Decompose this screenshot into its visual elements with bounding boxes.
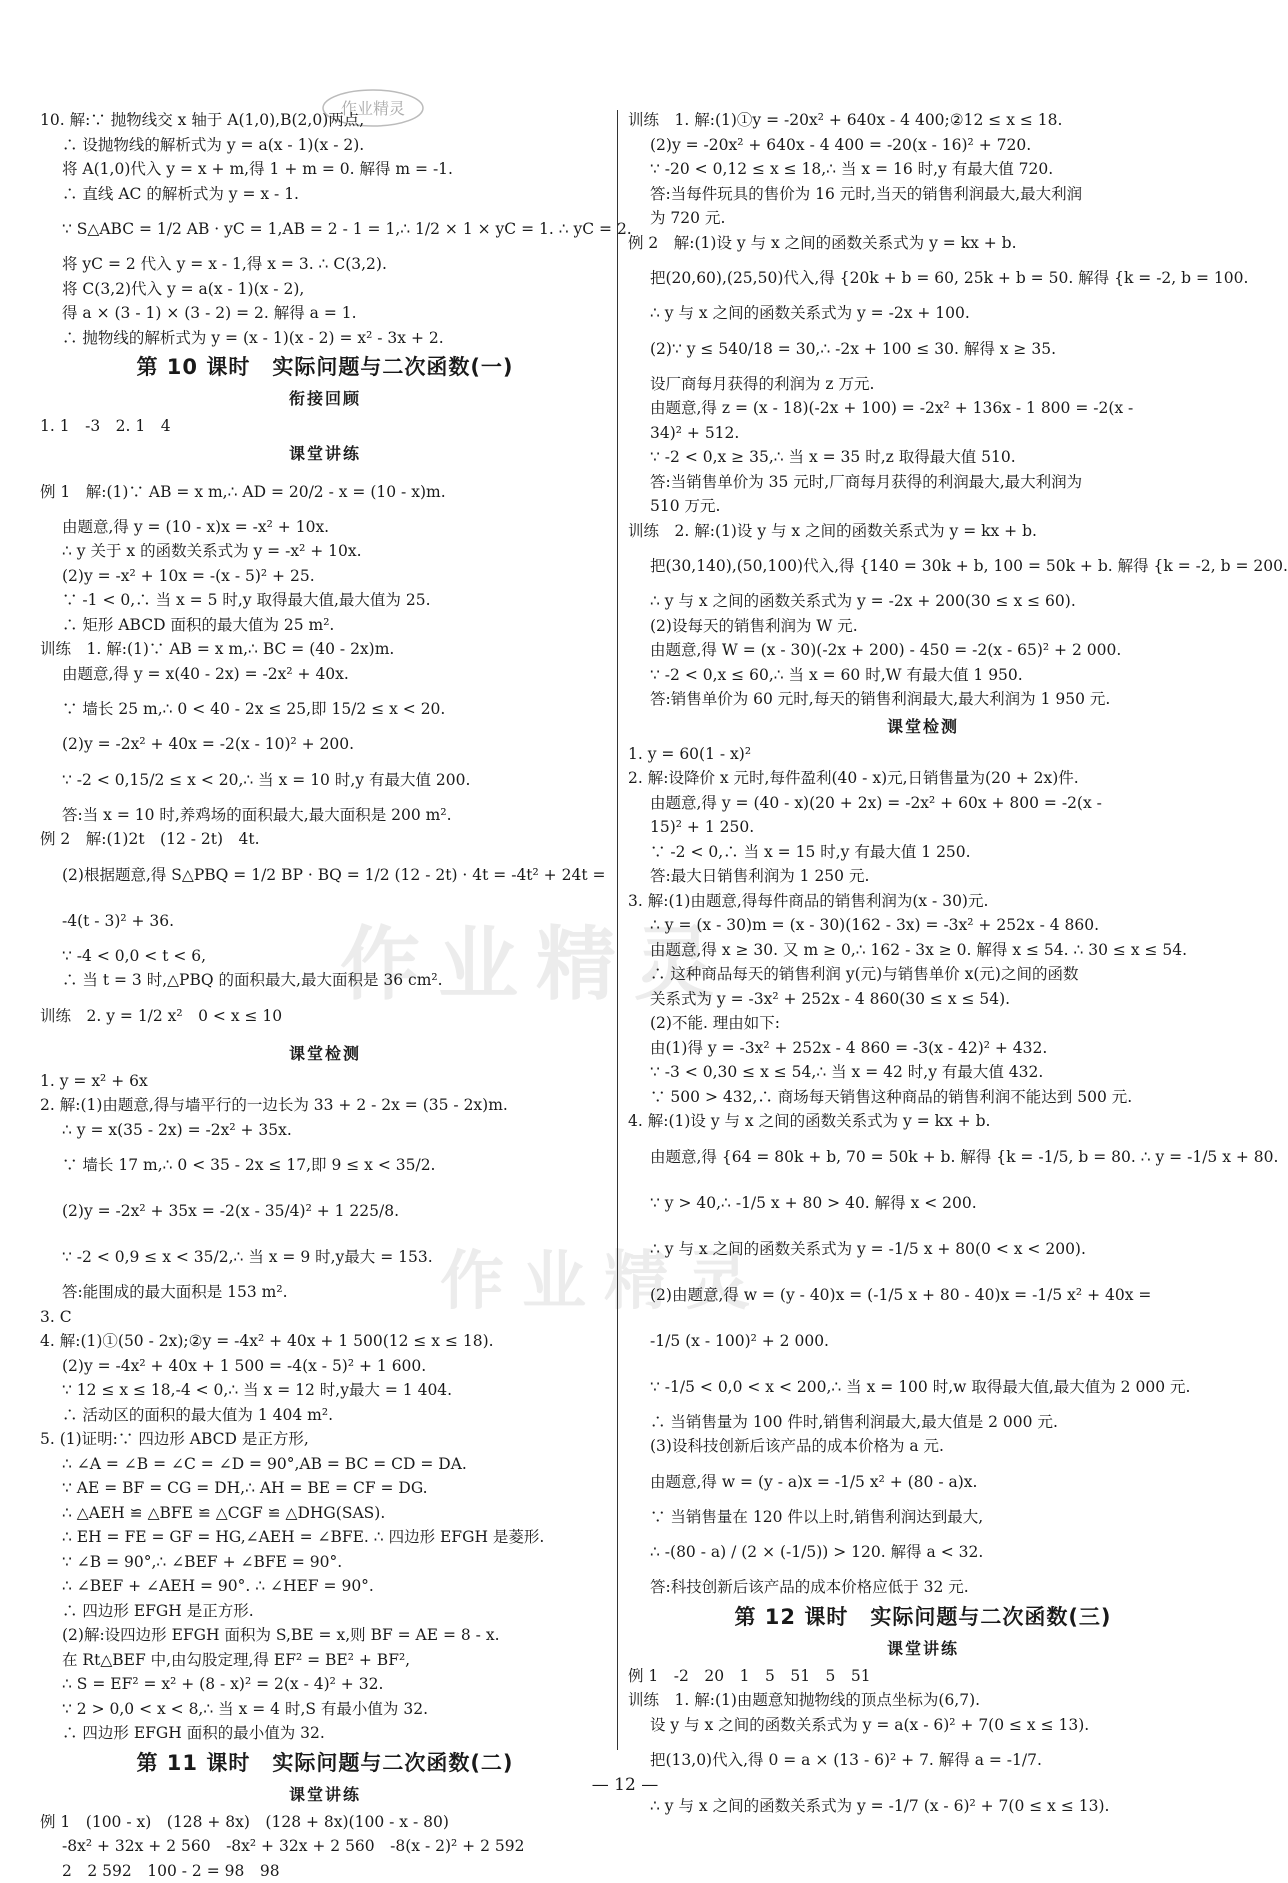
r-check4-line-13: 答:科技创新后该产品的成本价格应低于 32 元. [628, 1575, 1218, 1600]
ex1-line-4: (2)y = -x² + 10x = -(x - 5)² + 25. [40, 564, 610, 589]
ex1-line-1: 例 1 解:(1)∵ AB = x m,∴ AD = 20/2 - x = (10 - x)m. [40, 469, 610, 515]
section-practice: 课堂讲练 [40, 439, 610, 469]
r-train2-line-3: ∴ y 与 x 之间的函数关系式为 y = -2x + 200(30 ≤ x ≤ 60). [628, 589, 1218, 614]
r-check4-line-1: 4. 解:(1)设 y 与 x 之间的函数关系式为 y = kx + b. [628, 1109, 1218, 1134]
q10-line-4: ∴ 直线 AC 的解析式为 y = x - 1. [40, 182, 610, 207]
check5-line-9: (2)解:设四边形 EFGH 面积为 S,BE = x,则 BF = AE = 8 - x. [40, 1623, 610, 1648]
train2-line: 训练 2. y = 1/2 x² 0 < x ≤ 10 [40, 993, 610, 1039]
check2-line-3: ∵ 墙长 17 m,∴ 0 < 35 - 2x ≤ 17,即 9 ≤ x < 35/2. [40, 1142, 610, 1188]
r-check4-line-6: -1/5 (x - 100)² + 2 000. [628, 1318, 1218, 1364]
r-check3-line-6: (2)不能. 理由如下: [628, 1011, 1218, 1036]
check4-line-1: 4. 解:(1)①(50 - 2x);②y = -4x² + 40x + 1 500(12 ≤ x ≤ 18). [40, 1329, 610, 1354]
r-train1-line-3: ∵ -20 < 0,12 ≤ x ≤ 18,∴ 当 x = 16 时,y 有最大值 720. [628, 157, 1218, 182]
r-check3-line-3: 由题意,得 x ≥ 30. 又 m ≥ 0,∴ 162 - 3x ≥ 0. 解得 x ≤ 54. ∴ 30 ≤ x ≤ 54. [628, 938, 1218, 963]
r-check3-line-5: 关系式为 y = -3x² + 252x - 4 860(30 ≤ x ≤ 54). [628, 987, 1218, 1012]
check5-line-3: ∵ AE = BF = CG = DH,∴ AH = BE = CF = DG. [40, 1476, 610, 1501]
l12-train1-line-2: 设 y 与 x 之间的函数关系式为 y = a(x - 6)² + 7(0 ≤ x ≤ 13). [628, 1713, 1218, 1738]
r-ex2-line-5: 设厂商每月获得的利润为 z 万元. [628, 372, 1218, 397]
r-check3-line-1: 3. 解:(1)由题意,得每件商品的销售利润为(x - 30)元. [628, 889, 1218, 914]
column-divider [617, 110, 618, 1750]
r-ex2-line-9: 答:当销售单价为 35 元时,厂商每月获得的利润最大,最大利润为 [628, 470, 1218, 495]
train1-line-5: ∵ -2 < 0,15/2 ≤ x < 20,∴ 当 x = 10 时,y 有最大值 200. [40, 757, 610, 803]
check2-line-5: ∵ -2 < 0,9 ≤ x < 35/2,∴ 当 x = 9 时,y最大 = 153. [40, 1234, 610, 1280]
train1-line-4: (2)y = -2x² + 40x = -2(x - 10)² + 200. [40, 732, 610, 757]
r-check1: 1. y = 60(1 - x)² [628, 742, 1218, 767]
check5-line-13: ∴ 四边形 EFGH 面积的最小值为 32. [40, 1721, 610, 1746]
r-ex2-line-4: (2)∵ y ≤ 540/18 = 30,∴ -2x + 100 ≤ 30. 解得 x ≥ 35. [628, 326, 1218, 372]
check5-line-12: ∵ 2 > 0,0 < x < 8,∴ 当 x = 4 时,S 有最小值为 32. [40, 1697, 610, 1722]
r-train1-line-4: 答:当每件玩具的售价为 16 元时,当天的销售利润最大,最大利润 [628, 182, 1218, 207]
check4-line-3: ∵ 12 ≤ x ≤ 18,-4 < 0,∴ 当 x = 12 时,y最大 = 1 404. [40, 1378, 610, 1403]
r-check4-line-11: ∵ 当销售量在 120 件以上时,销售利润达到最大, [628, 1505, 1218, 1530]
l11-ex1-line-3: 2 2 592 100 - 2 = 98 98 [40, 1859, 610, 1883]
r-check4-line-5: (2)由题意,得 w = (y - 40)x = (-1/5 x + 80 - 40)x = -1/5 x² + 40x = [628, 1272, 1218, 1318]
r-train2-line-1: 训练 2. 解:(1)设 y 与 x 之间的函数关系式为 y = kx + b. [628, 519, 1218, 544]
r-check2-line-5: 答:最大日销售利润为 1 250 元. [628, 864, 1218, 889]
check2-line-2: ∴ y = x(35 - 2x) = -2x² + 35x. [40, 1118, 610, 1143]
r-check2-line-1: 2. 解:设降价 x 元时,每件盈利(40 - x)元,日销售量为(20 + 2x)件. [628, 766, 1218, 791]
r-ex2-line-2: 把(20,60),(25,50)代入,得 {20k + b = 60, 25k + b = 50. 解得 {k = -2, b = 100. [628, 255, 1218, 301]
r-train1-line-2: (2)y = -20x² + 640x - 4 400 = -20(x - 16)² + 720. [628, 133, 1218, 158]
ex1-line-2: 由题意,得 y = (10 - x)x = -x² + 10x. [40, 515, 610, 540]
watermark-small: 作业精灵 [440, 1230, 768, 1322]
r-train1-line-1: 训练 1. 解:(1)①y = -20x² + 640x - 4 400;②12 ≤ x ≤ 18. [628, 108, 1218, 133]
r-check3-line-8: ∵ -3 < 0,30 ≤ x ≤ 54,∴ 当 x = 42 时,y 有最大值 432. [628, 1060, 1218, 1085]
right-column [628, 108, 1218, 1829]
r-check4-line-12: ∴ -(80 - a) / (2 × (-1/5)) > 120. 解得 a < 32. [628, 1529, 1218, 1575]
ex2-line-3: -4(t - 3)² + 36. [40, 898, 610, 944]
l12-train1-line-4: ∴ y 与 x 之间的函数关系式为 y = -1/7 (x - 6)² + 7(0 ≤ x ≤ 13). [628, 1783, 1218, 1829]
r-ex2-line-3: ∴ y 与 x 之间的函数关系式为 y = -2x + 100. [628, 301, 1218, 326]
r-check4-line-3: ∵ y > 40,∴ -1/5 x + 80 > 40. 解得 x < 200. [628, 1180, 1218, 1226]
r-check3-line-4: ∴ 这种商品每天的销售利润 y(元)与销售单价 x(元)之间的函数 [628, 962, 1218, 987]
lesson-11-title: 第 11 课时 实际问题与二次函数(二) [40, 1746, 610, 1780]
ex1-line-5: ∵ -1 < 0,∴ 当 x = 5 时,y 取得最大值,最大值为 25. [40, 588, 610, 613]
section-check: 课堂检测 [40, 1039, 610, 1069]
ex2-line-1: 例 2 解:(1)2t (12 - 2t) 4t. [40, 827, 610, 852]
l12-ex1: 例 1 -2 20 1 5 51 5 51 [628, 1664, 1218, 1689]
ex1-line-3: ∴ y 关于 x 的函数关系式为 y = -x² + 10x. [40, 539, 610, 564]
train1-line-3: ∵ 墙长 25 m,∴ 0 < 40 - 2x ≤ 25,即 15/2 ≤ x < 20. [40, 686, 610, 732]
r-ex2-line-8: ∵ -2 < 0,x ≥ 35,∴ 当 x = 35 时,z 取得最大值 510. [628, 445, 1218, 470]
r-check4-line-9: (3)设科技创新后该产品的成本价格为 a 元. [628, 1434, 1218, 1459]
r-check4-line-8: ∴ 当销售量为 100 件时,销售利润最大,最大值是 2 000 元. [628, 1410, 1218, 1435]
check1: 1. y = x² + 6x [40, 1069, 610, 1094]
check5-line-2: ∴ ∠A = ∠B = ∠C = ∠D = 90°,AB = BC = CD = DA. [40, 1452, 610, 1477]
r-check4-line-7: ∵ -1/5 < 0,0 < x < 200,∴ 当 x = 100 时,w 取得最大值,最大值为 2 000 元. [628, 1364, 1218, 1410]
l12-train1-line-1: 训练 1. 解:(1)由题意知抛物线的顶点坐标为(6,7). [628, 1688, 1218, 1713]
ex1-line-6: ∴ 矩形 ABCD 面积的最大值为 25 m². [40, 613, 610, 638]
r-train2-line-4: (2)设每天的销售利润为 W 元. [628, 614, 1218, 639]
ex2-line-4: ∵ -4 < 0,0 < t < 6, [40, 944, 610, 969]
r-ex2-line-1: 例 2 解:(1)设 y 与 x 之间的函数关系式为 y = kx + b. [628, 231, 1218, 256]
q10-line-2: ∴ 设抛物线的解析式为 y = a(x - 1)(x - 2). [40, 133, 610, 158]
check5-line-8: ∴ 四边形 EFGH 是正方形. [40, 1599, 610, 1624]
r-train2-line-6: ∵ -2 < 0,x ≤ 60,∴ 当 x = 60 时,W 有最大值 1 950. [628, 663, 1218, 688]
section-practice-2: 课堂讲练 [40, 1780, 610, 1810]
check2-line-6: 答:能围成的最大面积是 153 m². [40, 1280, 610, 1305]
l11-ex1-line-1: 例 1 (100 - x) (128 + 8x) (128 + 8x)(100 - x - 80) [40, 1810, 610, 1835]
q10-line-8: 得 a × (3 - 1) × (3 - 2) = 2. 解得 a = 1. [40, 301, 610, 326]
r-check3-line-7: 由(1)得 y = -3x² + 252x - 4 860 = -3(x - 42)² + 432. [628, 1036, 1218, 1061]
r-check3-line-9: ∵ 500 > 432,∴ 商场每天销售这种商品的销售利润不能达到 500 元. [628, 1085, 1218, 1110]
q10-line-6: 将 yC = 2 代入 y = x - 1,得 x = 3. ∴ C(3,2). [40, 252, 610, 277]
review-answers: 1. 1 -3 2. 1 4 [40, 414, 610, 439]
lesson-10-title: 第 10 课时 实际问题与二次函数(一) [40, 350, 610, 384]
q10-line-7: 将 C(3,2)代入 y = a(x - 1)(x - 2), [40, 277, 610, 302]
r-section-check: 课堂检测 [628, 712, 1218, 742]
q10-line-3: 将 A(1,0)代入 y = x + m,得 1 + m = 0. 解得 m = -1. [40, 157, 610, 182]
train1-line-6: 答:当 x = 10 时,养鸡场的面积最大,最大面积是 200 m². [40, 803, 610, 828]
r-train1-line-5: 为 720 元. [628, 206, 1218, 231]
l11-ex1-line-2: -8x² + 32x + 2 560 -8x² + 32x + 2 560 -8(x - 2)² + 2 592 [40, 1834, 610, 1859]
r-train2-line-7: 答:销售单价为 60 元时,每天的销售利润最大,最大利润为 1 950 元. [628, 687, 1218, 712]
r-check4-line-4: ∴ y 与 x 之间的函数关系式为 y = -1/5 x + 80(0 < x < 200). [628, 1226, 1218, 1272]
r-check2-line-4: ∵ -2 < 0,∴ 当 x = 15 时,y 有最大值 1 250. [628, 840, 1218, 865]
check5-line-11: ∴ S = EF² = x² + (8 - x)² = 2(x - 4)² + 32. [40, 1672, 610, 1697]
check3: 3. C [40, 1305, 610, 1330]
r-check4-line-2: 由题意,得 {64 = 80k + b, 70 = 50k + b. 解得 {k = -1/5, b = 80. ∴ y = -1/5 x + 80. [628, 1134, 1218, 1180]
r-check2-line-3: 15)² + 1 250. [628, 815, 1218, 840]
r-ex2-line-10: 510 万元. [628, 494, 1218, 519]
stamp-text: 作业精灵 [341, 99, 405, 118]
lesson-12-title: 第 12 课时 实际问题与二次函数(三) [628, 1600, 1218, 1634]
ex2-line-5: ∴ 当 t = 3 时,△PBQ 的面积最大,最大面积是 36 cm². [40, 968, 610, 993]
r-check2-line-2: 由题意,得 y = (40 - x)(20 + 2x) = -2x² + 60x + 800 = -2(x - [628, 791, 1218, 816]
ex2-line-2: (2)根据题意,得 S△PBQ = 1/2 BP · BQ = 1/2 (12 - 2t) · 4t = -4t² + 24t = [40, 852, 610, 898]
check5-line-10: 在 Rt△BEF 中,由勾股定理,得 EF² = BE² + BF², [40, 1648, 610, 1673]
r-ex2-line-7: 34)² + 512. [628, 421, 1218, 446]
q10-line-9: ∴ 抛物线的解析式为 y = (x - 1)(x - 2) = x² - 3x + 2. [40, 326, 610, 351]
train1-line-1: 训练 1. 解:(1)∵ AB = x m,∴ BC = (40 - 2x)m. [40, 637, 610, 662]
watermark-large: 作业精灵 [340, 900, 732, 1015]
check5-line-7: ∴ ∠BEF + ∠AEH = 90°. ∴ ∠HEF = 90°. [40, 1574, 610, 1599]
check5-line-4: ∴ △AEH ≌ △BFE ≌ △CGF ≌ △DHG(SAS). [40, 1501, 610, 1526]
check5-line-5: ∴ EH = FE = GF = HG,∠AEH = ∠BFE. ∴ 四边形 EFGH 是菱形. [40, 1525, 610, 1550]
l12-train1-line-3: 把(13,0)代入,得 0 = a × (13 - 6)² + 7. 解得 a = -1/7. [628, 1737, 1218, 1783]
page-number: — 12 — [0, 1775, 1250, 1795]
q10-line-1: 10. 解:∵ 抛物线交 x 轴于 A(1,0),B(2,0)两点, [40, 108, 610, 133]
r-check4-line-10: 由题意,得 w = (y - a)x = -1/5 x² + (80 - a)x. [628, 1459, 1218, 1505]
check4-line-2: (2)y = -4x² + 40x + 1 500 = -4(x - 5)² + 1 600. [40, 1354, 610, 1379]
check5-line-6: ∵ ∠B = 90°,∴ ∠BEF + ∠BFE = 90°. [40, 1550, 610, 1575]
r-check3-line-2: ∴ y = (x - 30)m = (x - 30)(162 - 3x) = -3x² + 252x - 4 860. [628, 913, 1218, 938]
check5-line-1: 5. (1)证明:∵ 四边形 ABCD 是正方形, [40, 1427, 610, 1452]
r-train2-line-5: 由题意,得 W = (x - 30)(-2x + 200) - 450 = -2(x - 65)² + 2 000. [628, 638, 1218, 663]
section-review: 衔接回顾 [40, 384, 610, 414]
check4-line-4: ∴ 活动区的面积的最大值为 1 404 m². [40, 1403, 610, 1428]
r-ex2-line-6: 由题意,得 z = (x - 18)(-2x + 100) = -2x² + 136x - 1 800 = -2(x - [628, 396, 1218, 421]
r-train2-line-2: 把(30,140),(50,100)代入,得 {140 = 30k + b, 100 = 50k + b. 解得 {k = -2, b = 200. [628, 543, 1218, 589]
left-column [40, 108, 610, 1883]
r-section-practice: 课堂讲练 [628, 1634, 1218, 1664]
q10-line-5: ∵ S△ABC = 1/2 AB · yC = 1,AB = 2 - 1 = 1,∴ 1/2 × 1 × yC = 1. ∴ yC = 2. [40, 206, 610, 252]
train1-line-2: 由题意,得 y = x(40 - 2x) = -2x² + 40x. [40, 662, 610, 687]
check2-line-1: 2. 解:(1)由题意,得与墙平行的一边长为 33 + 2 - 2x = (35 - 2x)m. [40, 1093, 610, 1118]
check2-line-4: (2)y = -2x² + 35x = -2(x - 35/4)² + 1 225/8. [40, 1188, 610, 1234]
